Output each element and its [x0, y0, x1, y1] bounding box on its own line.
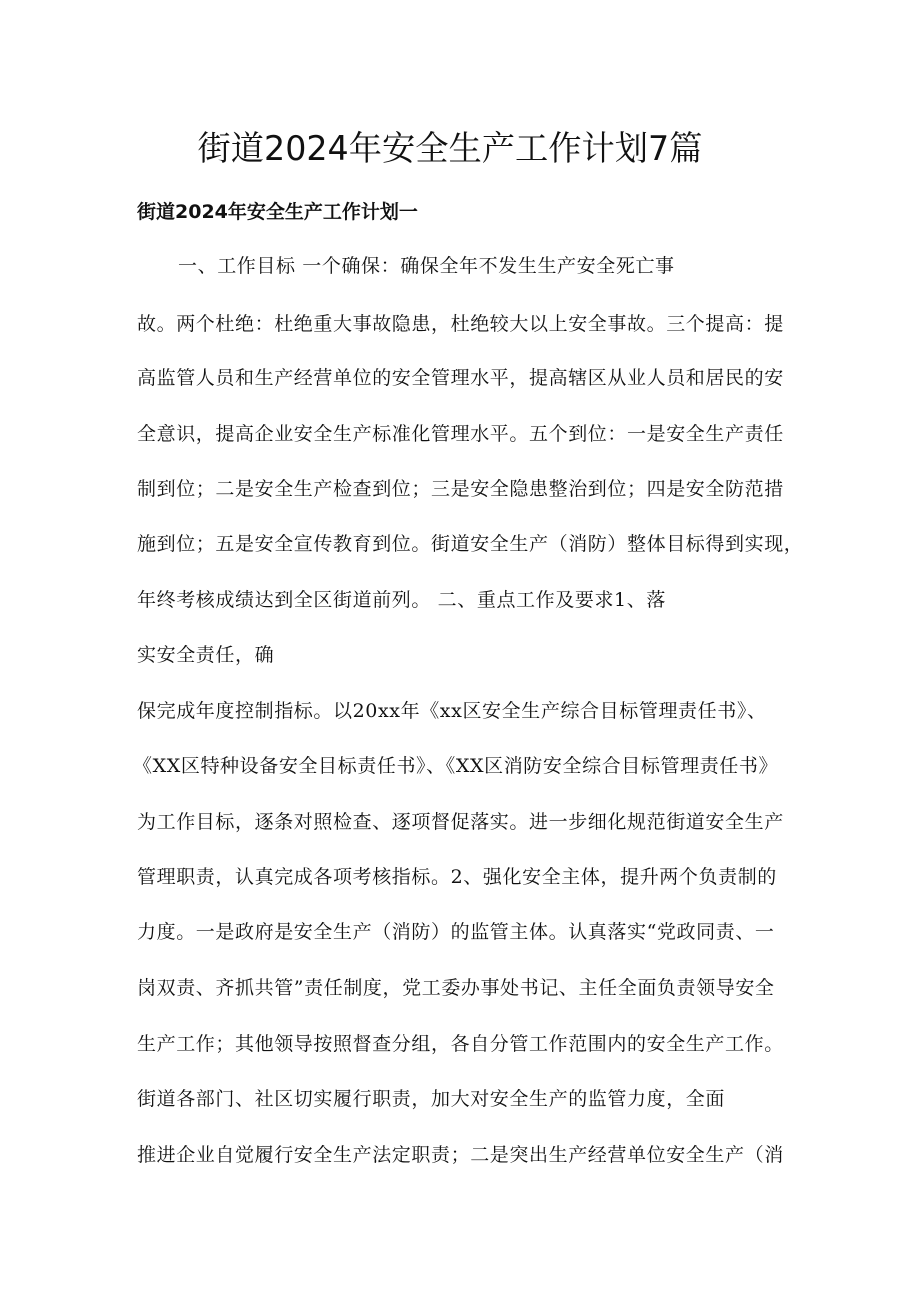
body-line: 制到位；二是安全生产检查到位；三是安全隐患整治到位；四是安全防范措 — [137, 478, 784, 500]
document-title: 街道2024年安全生产工作计划7篇 — [197, 129, 703, 169]
body-line: 推进企业自觉履行安全生产法定职责；二是突出生产经营单位安全生产（消 — [137, 1144, 784, 1166]
body-line: 岗双责、齐抓共管”责任制度，党工委办事处书记、主任全面负责领导安全 — [137, 977, 775, 999]
body-line: 全意识，提高企业安全生产标准化管理水平。五个到位：一是安全生产责任 — [137, 423, 784, 445]
body-line: 保完成年度控制指标。以20xx年《xx区安全生产综合目标管理责任书》、 — [137, 700, 767, 722]
body-line: 力度。一是政府是安全生产（消防）的监管主体。认真落实“党政同责、一 — [137, 921, 775, 943]
body-line: 年终考核成绩达到全区街道前列。 二、重点工作及要求1、落 — [137, 589, 666, 611]
body-line: 街道各部门、社区切实履行职责，加大对安全生产的监管力度，全面 — [137, 1088, 726, 1110]
body-line: 高监管人员和生产经营单位的安全管理水平，提高辖区从业人员和居民的安 — [137, 367, 784, 389]
body-line: 为工作目标，逐条对照检查、逐项督促落实。进一步细化规范街道安全生产 — [137, 811, 784, 833]
body-line: 一、工作目标 一个确保：确保全年不发生生产安全死亡事 — [178, 255, 675, 277]
body-line: 《XX区特种设备安全目标责任书》、《XX区消防安全综合目标管理责任书》 — [133, 755, 779, 777]
body-line: 实安全责任，确 — [137, 644, 275, 666]
body-line: 故。两个杜绝：杜绝重大事故隐患，杜绝较大以上安全事故。三个提高：提 — [137, 313, 784, 335]
body-line: 管理职责，认真完成各项考核指标。2、强化安全主体，提升两个负责制的 — [137, 866, 777, 888]
body-line: 生产工作；其他领导按照督查分组，各自分管工作范围内的安全生产工作。 — [137, 1033, 784, 1055]
section-heading: 街道2024年安全生产工作计划一 — [137, 201, 418, 223]
body-line: 施到位；五是安全宣传教育到位。街道安全生产（消防）整体目标得到实现， — [137, 533, 804, 555]
